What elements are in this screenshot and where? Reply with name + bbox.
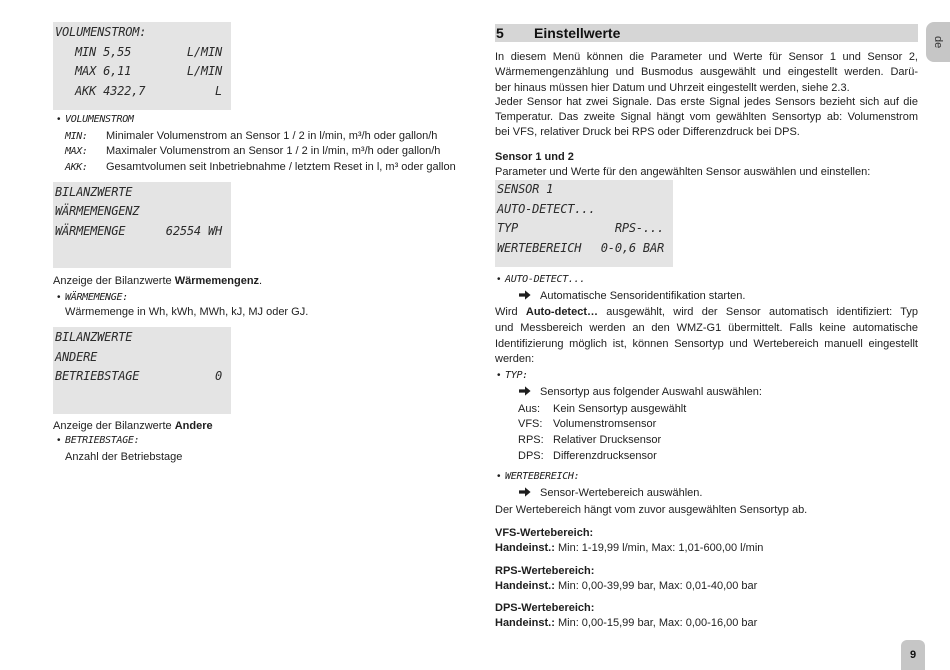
intro-line-5: Temperatur. Das zweite Signal hängt vom gewählten Sensortyp ab: Volumenstrom [495,111,918,123]
range-values-dps [495,616,757,630]
caption-autodetect [497,272,585,286]
caption-text: BETRIEBSTAGE: [65,435,140,446]
display-volumenstrom [53,22,231,110]
option-key: DPS: [518,450,544,462]
caption-typ [497,368,528,382]
sensor-intro: Parameter und Werte für den angewählten Sensor auswählen und einstellen: [495,166,871,178]
option-row-dps [518,449,657,463]
display-value-label: BETRIEBSTAGE [55,369,140,383]
caption-waermemenge [57,290,128,304]
display-range-label: WERTEBEREICH [497,240,582,255]
display-row-label: AKK 4322,7 [75,83,146,98]
display-row-max [75,62,222,82]
display-row [55,202,222,222]
section-header [495,24,918,42]
intro-text: Anzeige der Bilanzwerte [53,275,172,287]
caption-wertebereich [497,469,579,483]
option-text: Volumenstromsensor [553,418,657,430]
caption-text: WÄRMEMENGE: [65,292,128,303]
display-waermemenge [53,182,231,268]
display-row-unit: L [214,83,222,98]
caption-text: AUTO-DETECT... [505,274,586,285]
term-text: Gesamtvolumen seit Inbetriebnahme / letztem Reset in l, m³ oder gallon [106,161,456,173]
display-andere [53,327,231,414]
bullet-icon [497,470,505,484]
intro-line-4: Jeder Sensor hat zwei Signale. Das erste Signal jedes Sensors bezieht sich auf die [495,96,918,108]
step-autodetect [519,289,745,303]
range-text: Min: 0,00-15,99 bar, Max: 0,00-16,00 bar [557,617,758,629]
intro-end: . [259,275,263,287]
text-rest: ausgewählt, wird der Sensor automatisch identifiziert: Typ [606,306,918,318]
step-text: Sensor-Wertebereich auswählen. [540,487,703,499]
display-row [55,328,222,348]
display-value-label: WÄRMEMENGE [55,223,126,238]
step-typ [519,385,762,399]
autodetect-text-line-3: Identifizierung möglich ist, können Sensortyp und Wertebereich manuell eingestellt [495,338,918,350]
display-row-range [497,239,664,259]
bullet-icon [497,273,505,287]
display-line-1: BILANZWERTE [55,330,133,344]
intro-text: Anzeige der Bilanzwerte [53,420,172,432]
intro-line-3: ber hinaus müssen hier Datum und Uhrzeit eingestellt werden, siehe 2.3. [495,82,850,94]
term-row-min [65,129,437,143]
intro-line-6: bei VFS, relativer Druck bei RPS oder Differenzdruck bei DPS. [495,126,800,138]
display-value: 62554 WH [165,223,222,238]
intro-bold: Wärmemengenz [174,275,260,287]
arrow-right-icon [519,386,531,396]
display-sensor [495,180,673,267]
option-key: RPS: [518,434,544,446]
display-line-2: ANDERE [55,349,98,364]
language-tab [926,22,950,62]
caption-betriebstage [57,433,139,447]
section-title: Einstellwerte [534,25,621,41]
display-typ-label: TYP [497,221,519,235]
display-typ-value: RPS-... [614,221,664,235]
display-row-typ [497,219,664,239]
option-text: Relativer Drucksensor [553,434,662,446]
display-row-label: MIN 5,55 [75,44,132,59]
waermemenge-intro [53,274,262,288]
autodetect-text-line-4: werden: [495,353,535,365]
autodetect-text-line-2: und Messbereich werden an den WMZ-G1 übermittelt. Falls keine automatische [495,322,918,334]
option-key: VFS: [518,418,543,430]
term-label: AKK: [65,162,88,173]
display-row-akk [75,82,222,102]
display-row [55,367,222,387]
display-title: VOLUMENSTROM: [55,25,147,39]
display-row-min [75,43,222,63]
term-row-max [65,144,440,158]
display-row [497,180,664,200]
section-number: 5 [496,25,504,41]
display-line-2: AUTO-DETECT... [497,201,596,216]
option-text: Kein Sensortyp ausgewählt [553,403,687,415]
wertebereich-note: Der Wertebereich hängt vom zuvor ausgewählten Sensortyp ab. [495,504,808,516]
intro-bold: Andere [174,420,213,432]
intro-line-2: Wärmemengenzählung und Busmodus ausgewählt und eingestellt werden. Darü- [495,66,918,78]
range-heading-rps: RPS-Wertebereich: [495,565,595,577]
bullet-icon [497,369,505,383]
waermemenge-description: Wärmemenge in Wh, kWh, MWh, kJ, MJ oder GJ. [65,306,309,318]
arrow-right-icon [519,290,531,300]
range-text: Min: 1-19,99 l/min, Max: 1,01-600,00 l/min [557,542,764,554]
term-text: Minimaler Volumenstrom an Sensor 1 / 2 in l/min, m³/h oder gallon/h [106,130,438,142]
option-row-vfs [518,417,656,431]
option-key: Aus: [518,403,541,415]
text-bold: Auto-detect… [525,306,598,318]
display-value: 0 [214,369,222,383]
display-line-2: WÄRMEMENGENZ [55,204,140,218]
display-row [55,183,222,203]
display-row [55,348,222,368]
step-wertebereich [519,486,702,500]
bullet-icon [57,291,65,305]
range-label: Handeinst.: [495,617,555,629]
step-text: Automatische Sensoridentifikation starten. [540,290,746,302]
text-lead: Wird [495,306,518,318]
caption-text: WERTEBEREICH: [505,471,580,482]
display-title-row [55,23,222,43]
betriebstage-description: Anzahl der Betriebstage [65,451,183,463]
display-row-unit: L/MIN [186,64,222,78]
range-heading-dps: DPS-Wertebereich: [495,602,595,614]
intro-line-1: In diesem Menü können die Parameter und Werte für Sensor 1 und Sensor 2, [495,51,918,63]
option-text: Differenzdrucksensor [553,450,657,462]
term-label: MIN: [65,131,88,142]
range-label: Handeinst.: [495,542,555,554]
bullet-icon [57,434,65,448]
sensor-heading: Sensor 1 und 2 [495,151,574,163]
range-label: Handeinst.: [495,580,555,592]
autodetect-text-line-1 [495,305,918,319]
range-values-rps [495,579,757,593]
display-row-unit: L/MIN [186,44,222,59]
display-range-value: 0-0,6 BAR [600,240,664,255]
page-number: 9 [901,640,925,670]
term-label: MAX: [65,146,88,157]
display-line-1: BILANZWERTE [55,184,133,199]
andere-intro [53,419,213,433]
language-code: de [932,35,944,49]
term-text: Maximaler Volumenstrom an Sensor 1 / 2 in l/min, m³/h oder gallon/h [106,145,441,157]
caption-text: VOLUMENSTROM [65,114,134,125]
display-row [55,222,222,242]
term-row-akk [65,160,456,174]
display-line-1: SENSOR 1 [497,182,554,196]
step-text: Sensortyp aus folgender Auswahl auswählen: [540,386,762,398]
caption-text: TYP: [505,370,528,381]
bullet-icon [57,113,65,127]
option-row-aus [518,402,686,416]
display-row [497,200,664,220]
range-text: Min: 0,00-39,99 bar, Max: 0,01-40,00 bar [557,580,758,592]
arrow-right-icon [519,487,531,497]
range-values-vfs [495,541,763,555]
caption-volumenstrom [57,112,134,126]
range-heading-vfs: VFS-Wertebereich: [495,527,594,539]
option-row-rps [518,433,661,447]
display-row-label: MAX 6,11 [75,64,132,78]
